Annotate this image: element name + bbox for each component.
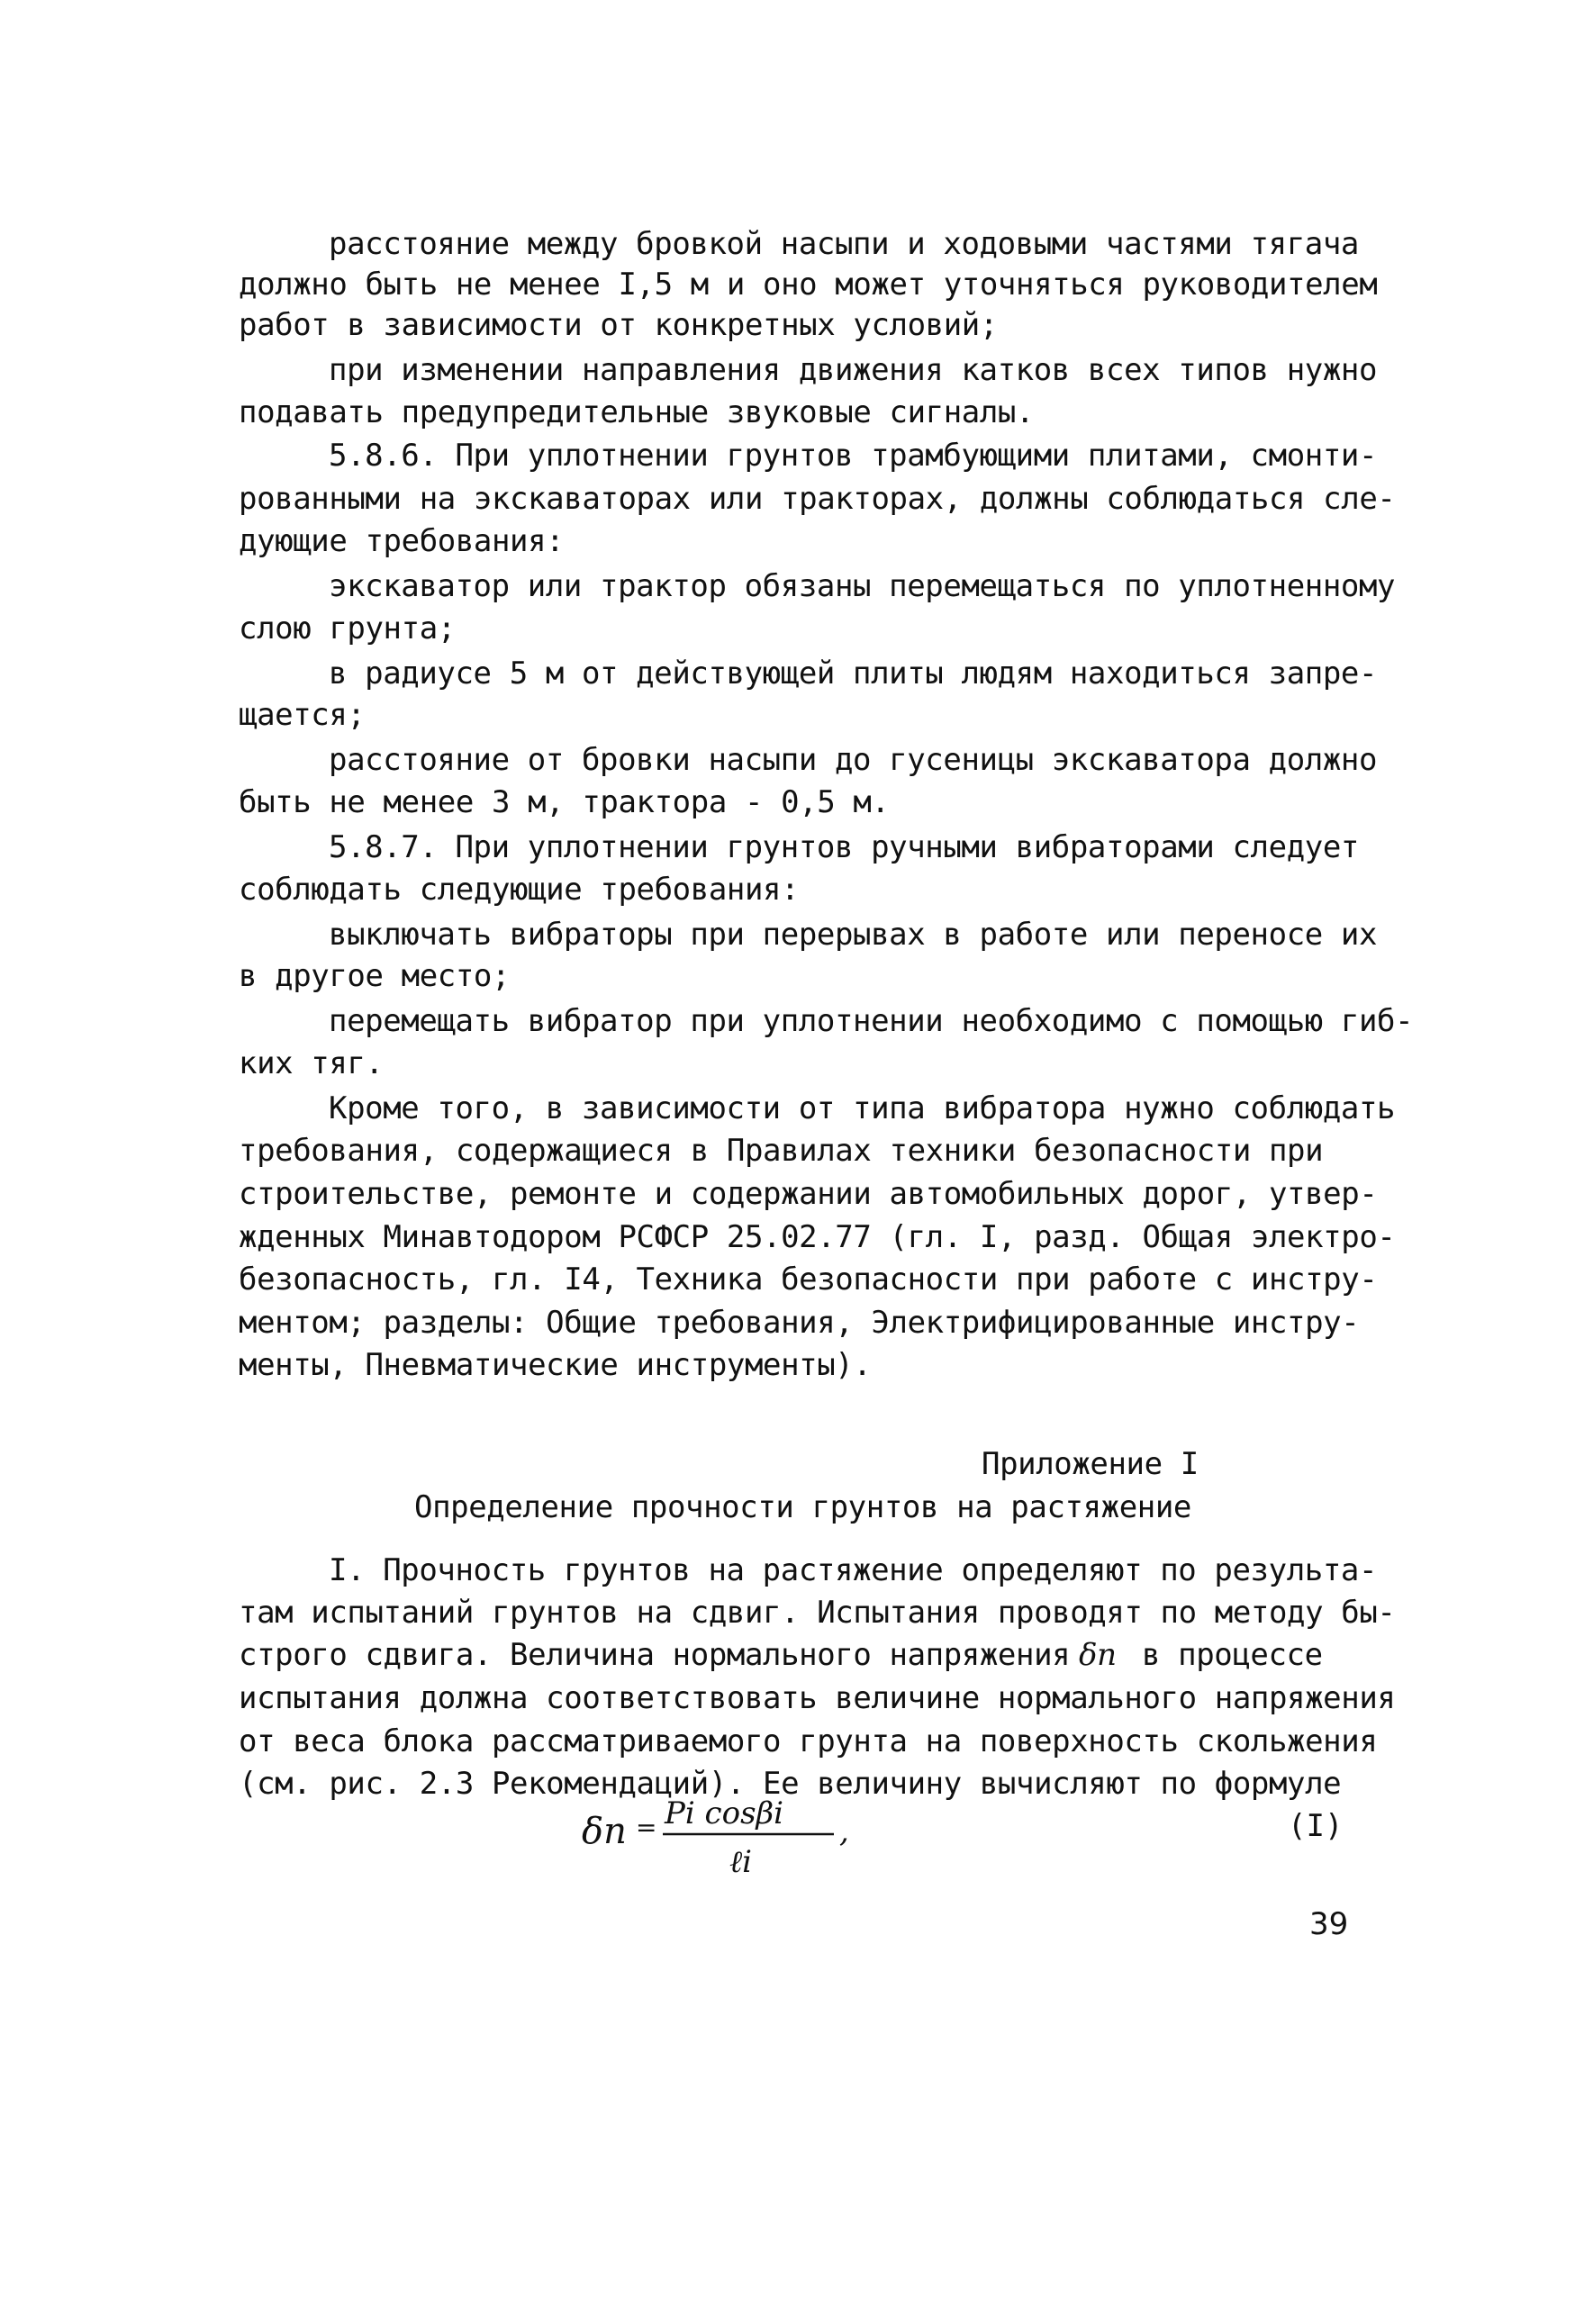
text-line: дующие требования: xyxy=(239,523,565,559)
text-line: экскаватор или трактор обязаны перемещаться по уплотненному xyxy=(329,568,1396,604)
text-line: в другое место; xyxy=(239,958,511,994)
formula-equals: = xyxy=(636,1813,657,1842)
text-line: I. Прочность грунтов на растяжение определяют по результа- xyxy=(329,1552,1378,1588)
text-line: там испытаний грунтов на сдвиг. Испытания проводят по методу бы- xyxy=(239,1595,1396,1631)
formula-numerator: Pi cosβi xyxy=(665,1795,784,1831)
inline-symbol: δn xyxy=(1079,1637,1117,1673)
text-line: перемещать вибратор при уплотнении необходимо с помощью гиб- xyxy=(329,1003,1414,1039)
equation-number: (I) xyxy=(1288,1808,1344,1844)
appendix-label: Приложение I xyxy=(982,1446,1199,1482)
text-line: соблюдать следующие требования: xyxy=(239,872,800,908)
appendix-title: Определение прочности грунтов на растяжение xyxy=(414,1489,1191,1525)
text-line: (см. рис. 2.3 Рекомендаций). Ее величину вычисляют по формуле xyxy=(239,1766,1342,1802)
text-line: расстояние между бровкой насыпи и ходовыми частями тягача xyxy=(329,226,1359,262)
text-line: строго сдвига. Величина нормального напряжения xyxy=(239,1637,1071,1673)
text-line: работ в зависимости от конкретных условий; xyxy=(239,307,998,343)
text-line: быть не менее 3 м, трактора - 0,5 м. xyxy=(239,784,890,820)
text-line: при изменении направления движения катков всех типов нужно xyxy=(329,352,1378,388)
text-line: рованными на экскаваторах или тракторах, должны соблюдаться сле- xyxy=(239,481,1396,517)
text-line: расстояние от бровки насыпи до гусеницы экскаватора должно xyxy=(329,742,1378,778)
text-line: слою грунта; xyxy=(239,610,456,647)
section-heading: 5.8.6. При уплотнении грунтов трамбующими плитами, смонти- xyxy=(329,438,1378,474)
text-line: менты, Пневматические инструменты). xyxy=(239,1347,872,1383)
formula-trailing: , xyxy=(839,1813,849,1849)
text-line: требования, содержащиеся в Правилах техники безопасности при xyxy=(239,1133,1324,1169)
formula-denominator: ℓi xyxy=(729,1844,753,1880)
text-line: ких тяг. xyxy=(239,1045,384,1081)
formula-lhs: δn xyxy=(582,1811,627,1852)
text-line: щается; xyxy=(239,697,366,733)
text-line: строительстве, ремонте и содержании автомобильных дорог, утвер- xyxy=(239,1176,1378,1212)
text-line: безопасность, гл. I4, Техника безопасности при работе с инстру- xyxy=(239,1261,1378,1298)
text-line: в радиусе 5 м от действующей плиты людям находиться запре- xyxy=(329,656,1378,692)
page-number: 39 xyxy=(1309,1906,1349,1942)
text-line: жденных Минавтодором РСФСР 25.02.77 (гл. I, разд. Общая электро- xyxy=(239,1219,1396,1255)
text-line: подавать предупредительные звуковые сигналы. xyxy=(239,394,1035,430)
text-line: должно быть не менее I,5 м и оно может уточняться руководителем xyxy=(239,267,1378,303)
text-line: от веса блока рассматриваемого грунта на поверхность скольжения xyxy=(239,1723,1378,1759)
section-heading: 5.8.7. При уплотнении грунтов ручными вибраторами следует xyxy=(329,829,1359,865)
text-line: выключать вибраторы при перерывах в работе или переносе их xyxy=(329,917,1378,953)
text-line: испытания должна соответствовать величине нормального напряжения xyxy=(239,1680,1396,1716)
formula xyxy=(576,1778,883,1895)
text-line: Кроме того, в зависимости от типа вибратора нужно соблюдать xyxy=(329,1090,1396,1126)
text-line: ментом; разделы: Общие требования, Электрифицированные инстру- xyxy=(239,1305,1360,1341)
text-line: в процессе xyxy=(1142,1637,1323,1673)
